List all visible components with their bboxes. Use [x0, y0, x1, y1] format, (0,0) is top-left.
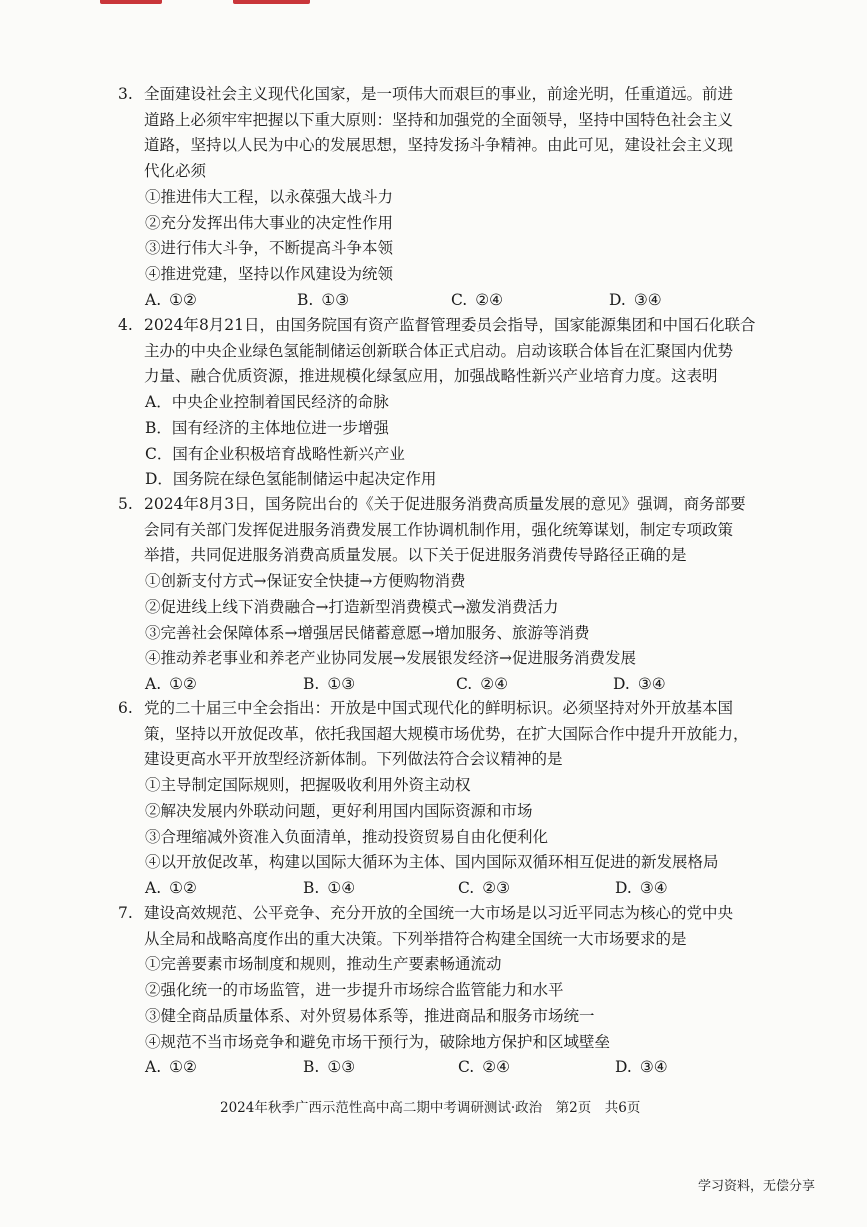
stem-line: 党的二十届三中全会指出：开放是中国式现代化的鲜明标识。必须坚持对外开放基本国 [144, 699, 734, 717]
share-note: 学习资料，无偿分享 [697, 1179, 815, 1194]
statement-option: ②充分发挥出伟大事业的决定性作用 [145, 213, 394, 232]
stem-line: 举措，共同促进服务消费高质量发展。以下关于促进服务消费传导路径正确的是 [144, 546, 687, 565]
question-number: 4. [118, 316, 133, 334]
question-number: 3. [118, 85, 133, 103]
statement-option: ④以开放促改革，构建以国际大循环为主体、国内国际双循环相互促进的新发展格局 [145, 853, 719, 872]
stem-line: 建设高效规范、公平竞争、充分开放的全国统一大市场是以习近平同志为核心的党中央 [144, 904, 734, 922]
choice-b: B. ①③ [303, 674, 356, 693]
answer-option: B．国有经济的主体地位进一步增强 [145, 418, 389, 437]
statement-option: ①推进伟大工程，以永葆强大战斗力 [145, 187, 394, 206]
answer-option: A．中央企业控制着国民经济的命脉 [145, 393, 389, 412]
answer-choices [118, 672, 738, 698]
statement-option: ③进行伟大斗争，不断提高斗争本领 [145, 239, 394, 258]
choice-b: B. ①③ [303, 1058, 356, 1077]
statement-option: ①主导制定国际规则，把握吸收利用外资主动权 [145, 776, 471, 795]
statement-option: ③合理缩减外资准入负面清单，推动投资贸易自由化便利化 [145, 827, 549, 846]
stem-line: 道路，坚持以人民为中心的发展思想，坚持发扬斗争精神。由此可见，建设社会主义现 [144, 136, 734, 155]
choice-c: C. ②③ [458, 878, 511, 897]
page-footer: 2024年秋季广西示范性高中高二期中考调研测试·政治 第2页 共6页 [220, 1100, 641, 1116]
question-6 [118, 696, 749, 902]
stem-line: 2024年8月21日，由国务院国有资产监督管理委员会指导，国家能源集团和中国石化联合 [144, 316, 756, 334]
choice-b: B. ①④ [303, 878, 356, 897]
choice-a: A. ①② [145, 878, 197, 897]
question-number: 7. [118, 904, 133, 922]
stem-line: 主办的中央企业绿色氢能制储运创新联合体正式启动。启动该联合体旨在汇聚国内优势 [144, 341, 734, 360]
stem-line: 策，坚持以开放促改革，依托我国超大规模市场优势，在扩大国际合作中提升开放能力， [144, 724, 749, 743]
question-4 [118, 313, 756, 493]
statement-option: ②解决发展内外联动问题，更好利用国内国际资源和市场 [145, 801, 533, 820]
choice-c: C. ②④ [458, 1058, 511, 1077]
answer-option: C．国有企业积极培育战略性新兴产业 [145, 444, 405, 463]
question-5 [118, 492, 746, 698]
stem-line: 建设更高水平开放型经济新体制。下列做法符合会议精神的是 [144, 750, 563, 769]
statement-option: ①完善要素市场制度和规则，推动生产要素畅通流动 [145, 955, 502, 974]
answer-choices [118, 876, 738, 902]
statement-option: ③健全商品质量体系、对外贸易体系等，推进商品和服务市场统一 [145, 1006, 595, 1025]
choice-a: A. ①② [145, 290, 197, 309]
statement-option: ①创新支付方式→保证安全快捷→方便购物消费 [145, 572, 466, 591]
stem-line: 会同有关部门发挥促进服务消费发展工作协调机制作用，强化统筹谋划，制定专项政策 [144, 520, 734, 539]
choice-b: B. ①③ [297, 290, 350, 309]
statement-option: ②促进线上线下消费融合→打造新型消费模式→激发消费活力 [145, 597, 559, 616]
choice-c: C. ②④ [451, 290, 504, 309]
stem-line: 从全局和战略高度作出的重大决策。下列举措符合构建全国统一大市场要求的是 [144, 929, 687, 948]
choice-d: D. ③④ [615, 1058, 668, 1077]
answer-choices [118, 1055, 738, 1081]
choice-a: A. ①② [145, 674, 197, 693]
choice-d: D. ③④ [609, 290, 662, 309]
choice-c: C. ②④ [456, 674, 509, 693]
statement-option: ④推进党建，坚持以作风建设为统领 [145, 264, 394, 283]
stem-line: 道路上必须牢牢把握以下重大原则：坚持和加强党的全面领导，坚持中国特色社会主义 [144, 110, 734, 129]
statement-option: ④规范不当市场竞争和避免市场干预行为，破除地方保护和区域壁垒 [145, 1032, 611, 1051]
answer-choices [118, 288, 738, 314]
answer-option: D．国务院在绿色氢能制储运中起决定作用 [145, 470, 437, 489]
question-number: 6. [118, 699, 133, 717]
choice-a: A. ①② [145, 1058, 197, 1077]
stem-line: 2024年8月3日，国务院出台的《关于促进服务消费高质量发展的意见》强调，商务部要 [144, 495, 746, 513]
question-3 [118, 82, 738, 313]
statement-option: ②强化统一的市场监管，进一步提升市场综合监管能力和水平 [145, 981, 564, 1000]
question-7 [118, 901, 738, 1081]
stem-line: 力量、融合优质资源，推进规模化绿氢应用，加强战略性新兴产业培育力度。这表明 [144, 367, 718, 386]
stem-line: 代化必须 [144, 162, 207, 181]
choice-d: D. ③④ [613, 674, 666, 693]
question-number: 5. [118, 495, 133, 513]
statement-option: ③完善社会保障体系→增强居民储蓄意愿→增加服务、旅游等消费 [145, 623, 590, 642]
choice-d: D. ③④ [615, 878, 668, 897]
stem-line: 全面建设社会主义现代化国家，是一项伟大而艰巨的事业，前途光明，任重道远。前进 [144, 85, 734, 103]
statement-option: ④推动养老事业和养老产业协同发展→发展银发经济→促进服务消费发展 [145, 649, 636, 668]
